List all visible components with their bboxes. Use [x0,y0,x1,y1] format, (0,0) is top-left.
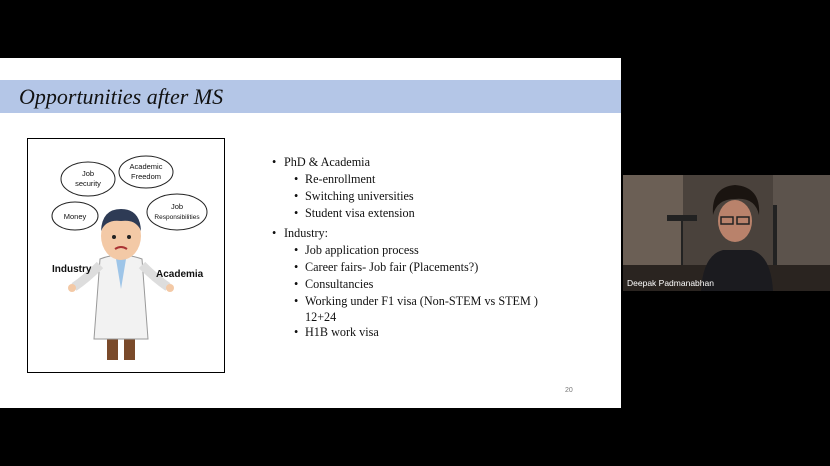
confused-doctor-illustration [28,139,224,372]
sub-bullet: • Job application process [272,242,538,259]
cloud-text: Academic [129,162,163,171]
presentation-slide [0,58,621,408]
slide-title: Opportunities after MS [19,84,224,109]
cloud-text: Money [63,212,87,221]
slide-title-bar [0,80,621,113]
cloud-text: Job [81,169,95,178]
participant-video-tile[interactable] [623,175,830,291]
cloud-text: Freedom [130,172,162,181]
sub-bullet: • Working under F1 visa (Non-STEM vs STEM ) [272,293,538,310]
sub-bullet: • Career fairs- Job fair (Placements?) [272,259,538,276]
cloud-job-responsibilities [147,194,207,230]
bullet-industry: • Industry: [272,225,538,242]
doctor-figure [68,209,174,360]
sub-bullet-continuation: 12+24 [305,310,337,324]
sub-bullet: • Consultancies [272,276,538,293]
bullet-list [272,154,538,341]
participant-video-frame [623,175,830,291]
academia-label: Academia [156,269,204,280]
cloud-text: Responsibilities [154,214,200,221]
sub-bullet: • Student visa extension [272,205,538,222]
industry-label: Industry [52,264,92,275]
cloud-text: Job [170,202,184,211]
cloud-text: security [75,179,101,188]
bullet-phd-academia: • PhD & Academia [272,154,538,171]
slide-illustration [27,138,225,373]
sub-bullet: • Switching universities [272,188,538,205]
slide-page-number: 20 [565,387,573,394]
sub-bullet: • Re-enrollment [272,171,538,188]
sub-bullet: • H1B work visa [272,324,538,341]
participant-name-label: Deepak Padmanabhan [627,278,714,288]
